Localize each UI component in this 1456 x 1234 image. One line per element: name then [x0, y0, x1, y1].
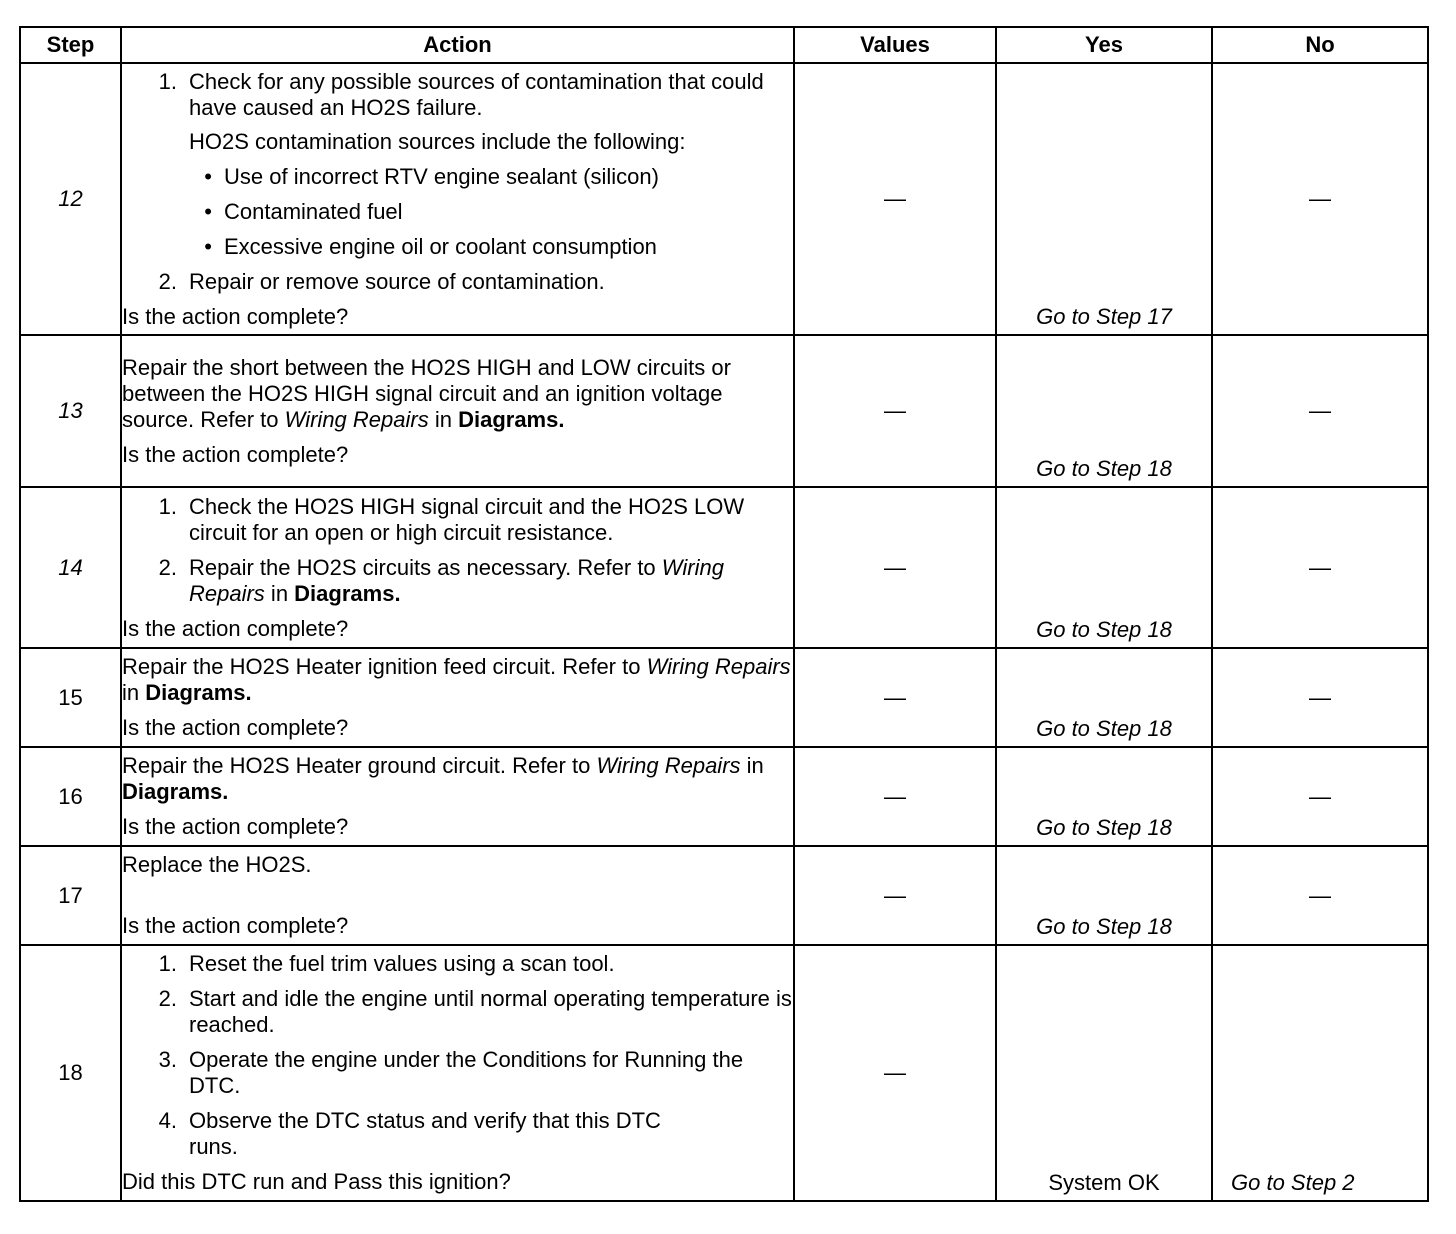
yes-result: Go to Step 18 — [1036, 456, 1172, 481]
yes-cell — [996, 487, 1212, 648]
no-cell — [1212, 747, 1428, 846]
item-text: Check for any possible sources of contamination that could have caused an HO2S failure. — [189, 68, 764, 120]
step-number: 13 — [20, 335, 121, 487]
dash-value: — — [1309, 398, 1331, 423]
item-number: 1. — [158, 951, 177, 976]
numbered-item — [122, 494, 793, 546]
yes-result: Go to Step 18 — [1036, 914, 1172, 939]
item-text: Repair the HO2S circuits as necessary. Refer to Wiring Repairs in Diagrams. — [189, 554, 724, 606]
dash-value: — — [884, 554, 906, 580]
yes-result: Go to Step 18 — [1036, 815, 1172, 840]
bullet-text: Use of incorrect RTV engine sealant (silicon) — [224, 163, 659, 189]
no-cell — [1212, 846, 1428, 945]
diagnostic-table — [19, 26, 1429, 1202]
values-cell — [794, 846, 996, 945]
question-text: Is the action complete? — [122, 615, 349, 641]
step-number: 16 — [20, 747, 121, 846]
item-text: Start and idle the engine until normal operating temperature is reached. — [189, 986, 792, 1037]
numbered-item — [122, 69, 793, 121]
sources-intro: HO2S contamination sources include the following: — [189, 128, 686, 154]
question-text: Is the action complete? — [122, 303, 349, 329]
dash-value: — — [1309, 882, 1331, 908]
question-text: Is the action complete? — [122, 441, 349, 467]
numbered-item — [122, 555, 793, 607]
dash-value: — — [884, 684, 906, 710]
question-text: Is the action complete? — [122, 913, 349, 938]
no-cell — [1212, 63, 1428, 335]
action-cell — [121, 648, 794, 747]
numbered-item — [122, 269, 793, 295]
action-cell — [121, 487, 794, 648]
item-number: 2. — [158, 986, 177, 1011]
action-text: Replace the HO2S. — [122, 852, 312, 877]
bullet-text: Excessive engine oil or coolant consumption — [224, 233, 657, 259]
table-row — [20, 945, 1428, 1201]
table-row — [20, 747, 1428, 846]
no-cell — [1212, 945, 1428, 1201]
bullet-text: Contaminated fuel — [224, 198, 403, 224]
step-number: 12 — [20, 63, 121, 335]
header-values: Values — [794, 27, 996, 63]
action-cell — [121, 335, 794, 487]
question-text: Did this DTC run and Pass this ignition? — [122, 1169, 511, 1194]
item-text: Repair or remove source of contamination. — [189, 268, 605, 294]
table-row — [20, 335, 1428, 487]
action-text: Repair the HO2S Heater ground circuit. Refer to Wiring Repairs in Diagrams. — [122, 753, 764, 804]
bullet-item: • Contaminated fuel — [204, 198, 403, 224]
values-cell — [794, 487, 996, 648]
table-row — [20, 846, 1428, 945]
dash-value: — — [1309, 186, 1331, 211]
dash-value: — — [1309, 783, 1331, 809]
action-cell — [121, 63, 794, 335]
dash-value: — — [884, 783, 906, 809]
header-step: Step — [20, 27, 121, 63]
action-cell — [121, 846, 794, 945]
values-cell — [794, 747, 996, 846]
action-cell — [121, 945, 794, 1201]
numbered-item — [122, 951, 793, 977]
table-row — [20, 648, 1428, 747]
no-result: Go to Step 2 — [1231, 1170, 1355, 1195]
table-row — [20, 63, 1428, 335]
header-yes: Yes — [996, 27, 1212, 63]
dash-value: — — [1309, 554, 1331, 580]
values-cell — [794, 63, 996, 335]
yes-result: Go to Step 17 — [1036, 304, 1172, 329]
yes-cell — [996, 648, 1212, 747]
header-no: No — [1212, 27, 1428, 63]
dash-value: — — [884, 1060, 906, 1085]
action-text: Repair the short between the HO2S HIGH and LOW circuits or between the HO2S HIGH signal circuit and an ignition voltage source. Refer to Wiring Repairs in Diagrams. — [122, 354, 731, 432]
item-number: 2. — [158, 554, 177, 580]
dash-value: — — [884, 882, 906, 908]
item-number: 2. — [158, 268, 177, 294]
yes-result: Go to Step 18 — [1036, 617, 1172, 642]
dash-value: — — [1309, 684, 1331, 710]
values-cell — [794, 335, 996, 487]
step-number: 18 — [20, 945, 121, 1201]
action-text: Repair the HO2S Heater ignition feed circuit. Refer to Wiring Repairs in Diagrams. — [122, 654, 791, 705]
item-text: Operate the engine under the Conditions for Running the DTC. — [189, 1047, 744, 1098]
numbered-item — [122, 1108, 793, 1160]
yes-cell — [996, 846, 1212, 945]
bullet-item: • Use of incorrect RTV engine sealant (silicon) — [204, 163, 659, 189]
yes-cell — [996, 945, 1212, 1201]
numbered-item — [122, 1047, 793, 1099]
item-text: Reset the fuel trim values using a scan tool. — [189, 951, 615, 976]
yes-result: Go to Step 18 — [1036, 716, 1172, 741]
step-number: 14 — [20, 487, 121, 648]
item-number: 4. — [158, 1108, 177, 1133]
action-cell — [121, 747, 794, 846]
values-cell — [794, 945, 996, 1201]
values-cell — [794, 648, 996, 747]
numbered-item — [122, 986, 793, 1038]
dash-value: — — [884, 186, 906, 211]
bullet-item: • Excessive engine oil or coolant consumption — [204, 233, 657, 259]
step-number: 17 — [20, 846, 121, 945]
header-action: Action — [121, 27, 794, 63]
table-row — [20, 487, 1428, 648]
question-text: Is the action complete? — [122, 814, 349, 839]
yes-cell — [996, 63, 1212, 335]
yes-cell — [996, 747, 1212, 846]
no-cell — [1212, 648, 1428, 747]
yes-cell — [996, 335, 1212, 487]
question-text: Is the action complete? — [122, 715, 349, 740]
step-number: 15 — [20, 648, 121, 747]
yes-result: System OK — [1048, 1170, 1160, 1195]
no-cell — [1212, 335, 1428, 487]
item-text: Check the HO2S HIGH signal circuit and the HO2S LOW circuit for an open or high circuit resistance. — [189, 493, 745, 545]
item-text: Observe the DTC status and verify that this DTC runs. — [189, 1108, 661, 1159]
item-number: 1. — [158, 493, 177, 519]
item-number: 3. — [158, 1047, 177, 1072]
header-row — [20, 27, 1428, 63]
dash-value: — — [884, 398, 906, 423]
item-number: 1. — [158, 68, 177, 94]
no-cell — [1212, 487, 1428, 648]
